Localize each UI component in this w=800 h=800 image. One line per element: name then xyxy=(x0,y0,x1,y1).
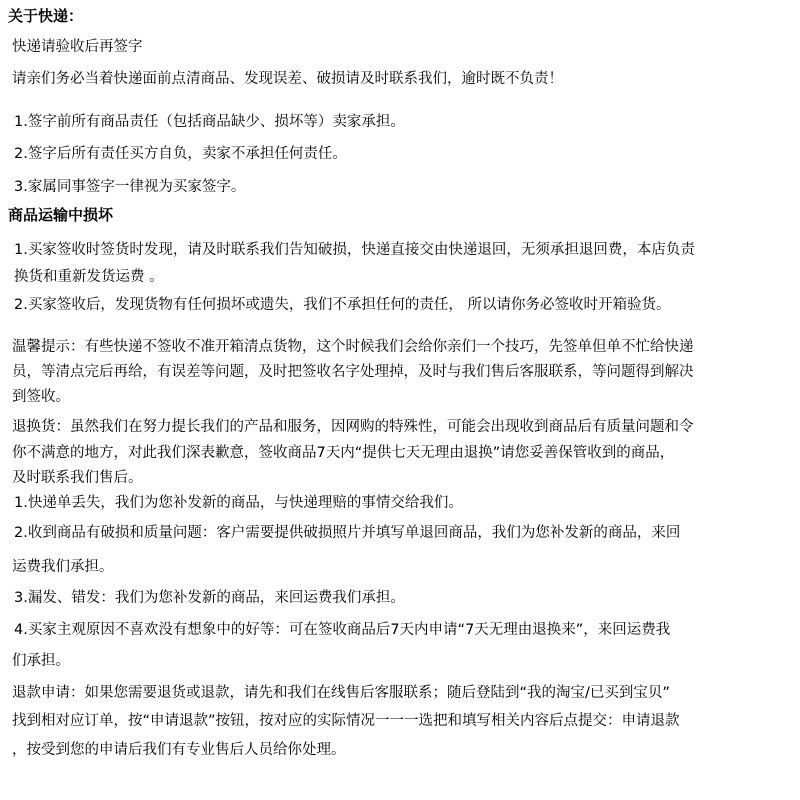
text-line: 员，等清点完后再给，有误差等问题，及时把签收名字处理掉，及时与我们售后客服联系，等问题得到解决 xyxy=(12,364,694,380)
list-item: 换货和重新发货运费 。 xyxy=(14,269,164,285)
text-line: 找到相对应订单，按“申请退款”按钮，按对应的实际情况一一一选把和填写相关内容后点提交：申请退款 xyxy=(12,713,680,729)
text-line: 运费我们承担。 xyxy=(12,559,114,575)
list-item: 2.买家签收后，发现货物有任何损坏或遗失，我们不承担任何的责任， 所以请你务必签收时开箱验货。 xyxy=(14,297,671,313)
heading-express: 关于快递： xyxy=(8,7,84,25)
text-line: ，按受到您的申请后我们有专业售后人员给你处理。 xyxy=(12,742,346,758)
text-line: 到签收。 xyxy=(12,389,70,405)
list-item: 4.买家主观原因不喜欢没有想象中的好等：可在签收商品后7天内申请“7天无理由退换来”，来回运费我 xyxy=(14,622,671,638)
text-line: 你不满意的地方，对此我们深表歉意，签收商品7天内“提供七天无理由退换”请您妥善保管收到的商品， xyxy=(12,445,675,461)
list-item: 2.签字后所有责任买方自负，卖家不承担任何责任。 xyxy=(14,146,347,162)
text-line: 退款申请：如果您需要退货或退款，请先和我们在线售后客服联系；随后登陆到“我的淘宝/已买到宝贝” xyxy=(12,685,670,701)
list-item: 1.买家签收时签货时发现，请及时联系我们告知破损，快递直接交由快递退回，无须承担退回费，本店负责 xyxy=(14,242,695,258)
text-line: 温馨提示：有些快递不签收不准开箱清点货物，这个时候我们会给你亲们一个技巧，先签单但单不忙给快递 xyxy=(12,339,694,355)
text-line: 快递请验收后再签字 xyxy=(12,39,143,55)
list-item: 1.快递单丢失，我们为您补发新的商品，与快递理赔的事情交给我们。 xyxy=(14,495,463,511)
list-item: 3.家属同事签字一律视为买家签字。 xyxy=(14,179,246,195)
list-item: 3.漏发、错发：我们为您补发新的商品，来回运费我们承担。 xyxy=(14,590,405,606)
list-item: 2.收到商品有破损和质量问题：客户需要提供破损照片并填写单退回商品，我们为您补发新的商品，来回 xyxy=(14,525,681,541)
text-line: 退换货：虽然我们在努力提长我们的产品和服务，因网购的特殊性，可能会出现收到商品后有质量问题和令 xyxy=(12,419,694,435)
list-item: 1.签字前所有商品责任（包括商品缺少、损坏等）卖家承担。 xyxy=(14,114,405,130)
text-line: 们承担。 xyxy=(12,653,70,669)
text-line: 请亲们务必当着快递面前点清商品、发现误差、破损请及时联系我们，逾时既不负责！ xyxy=(12,71,563,87)
heading-transport-damage: 商品运输中损坏 xyxy=(8,206,114,224)
text-line: 及时联系我们售后。 xyxy=(12,470,143,486)
